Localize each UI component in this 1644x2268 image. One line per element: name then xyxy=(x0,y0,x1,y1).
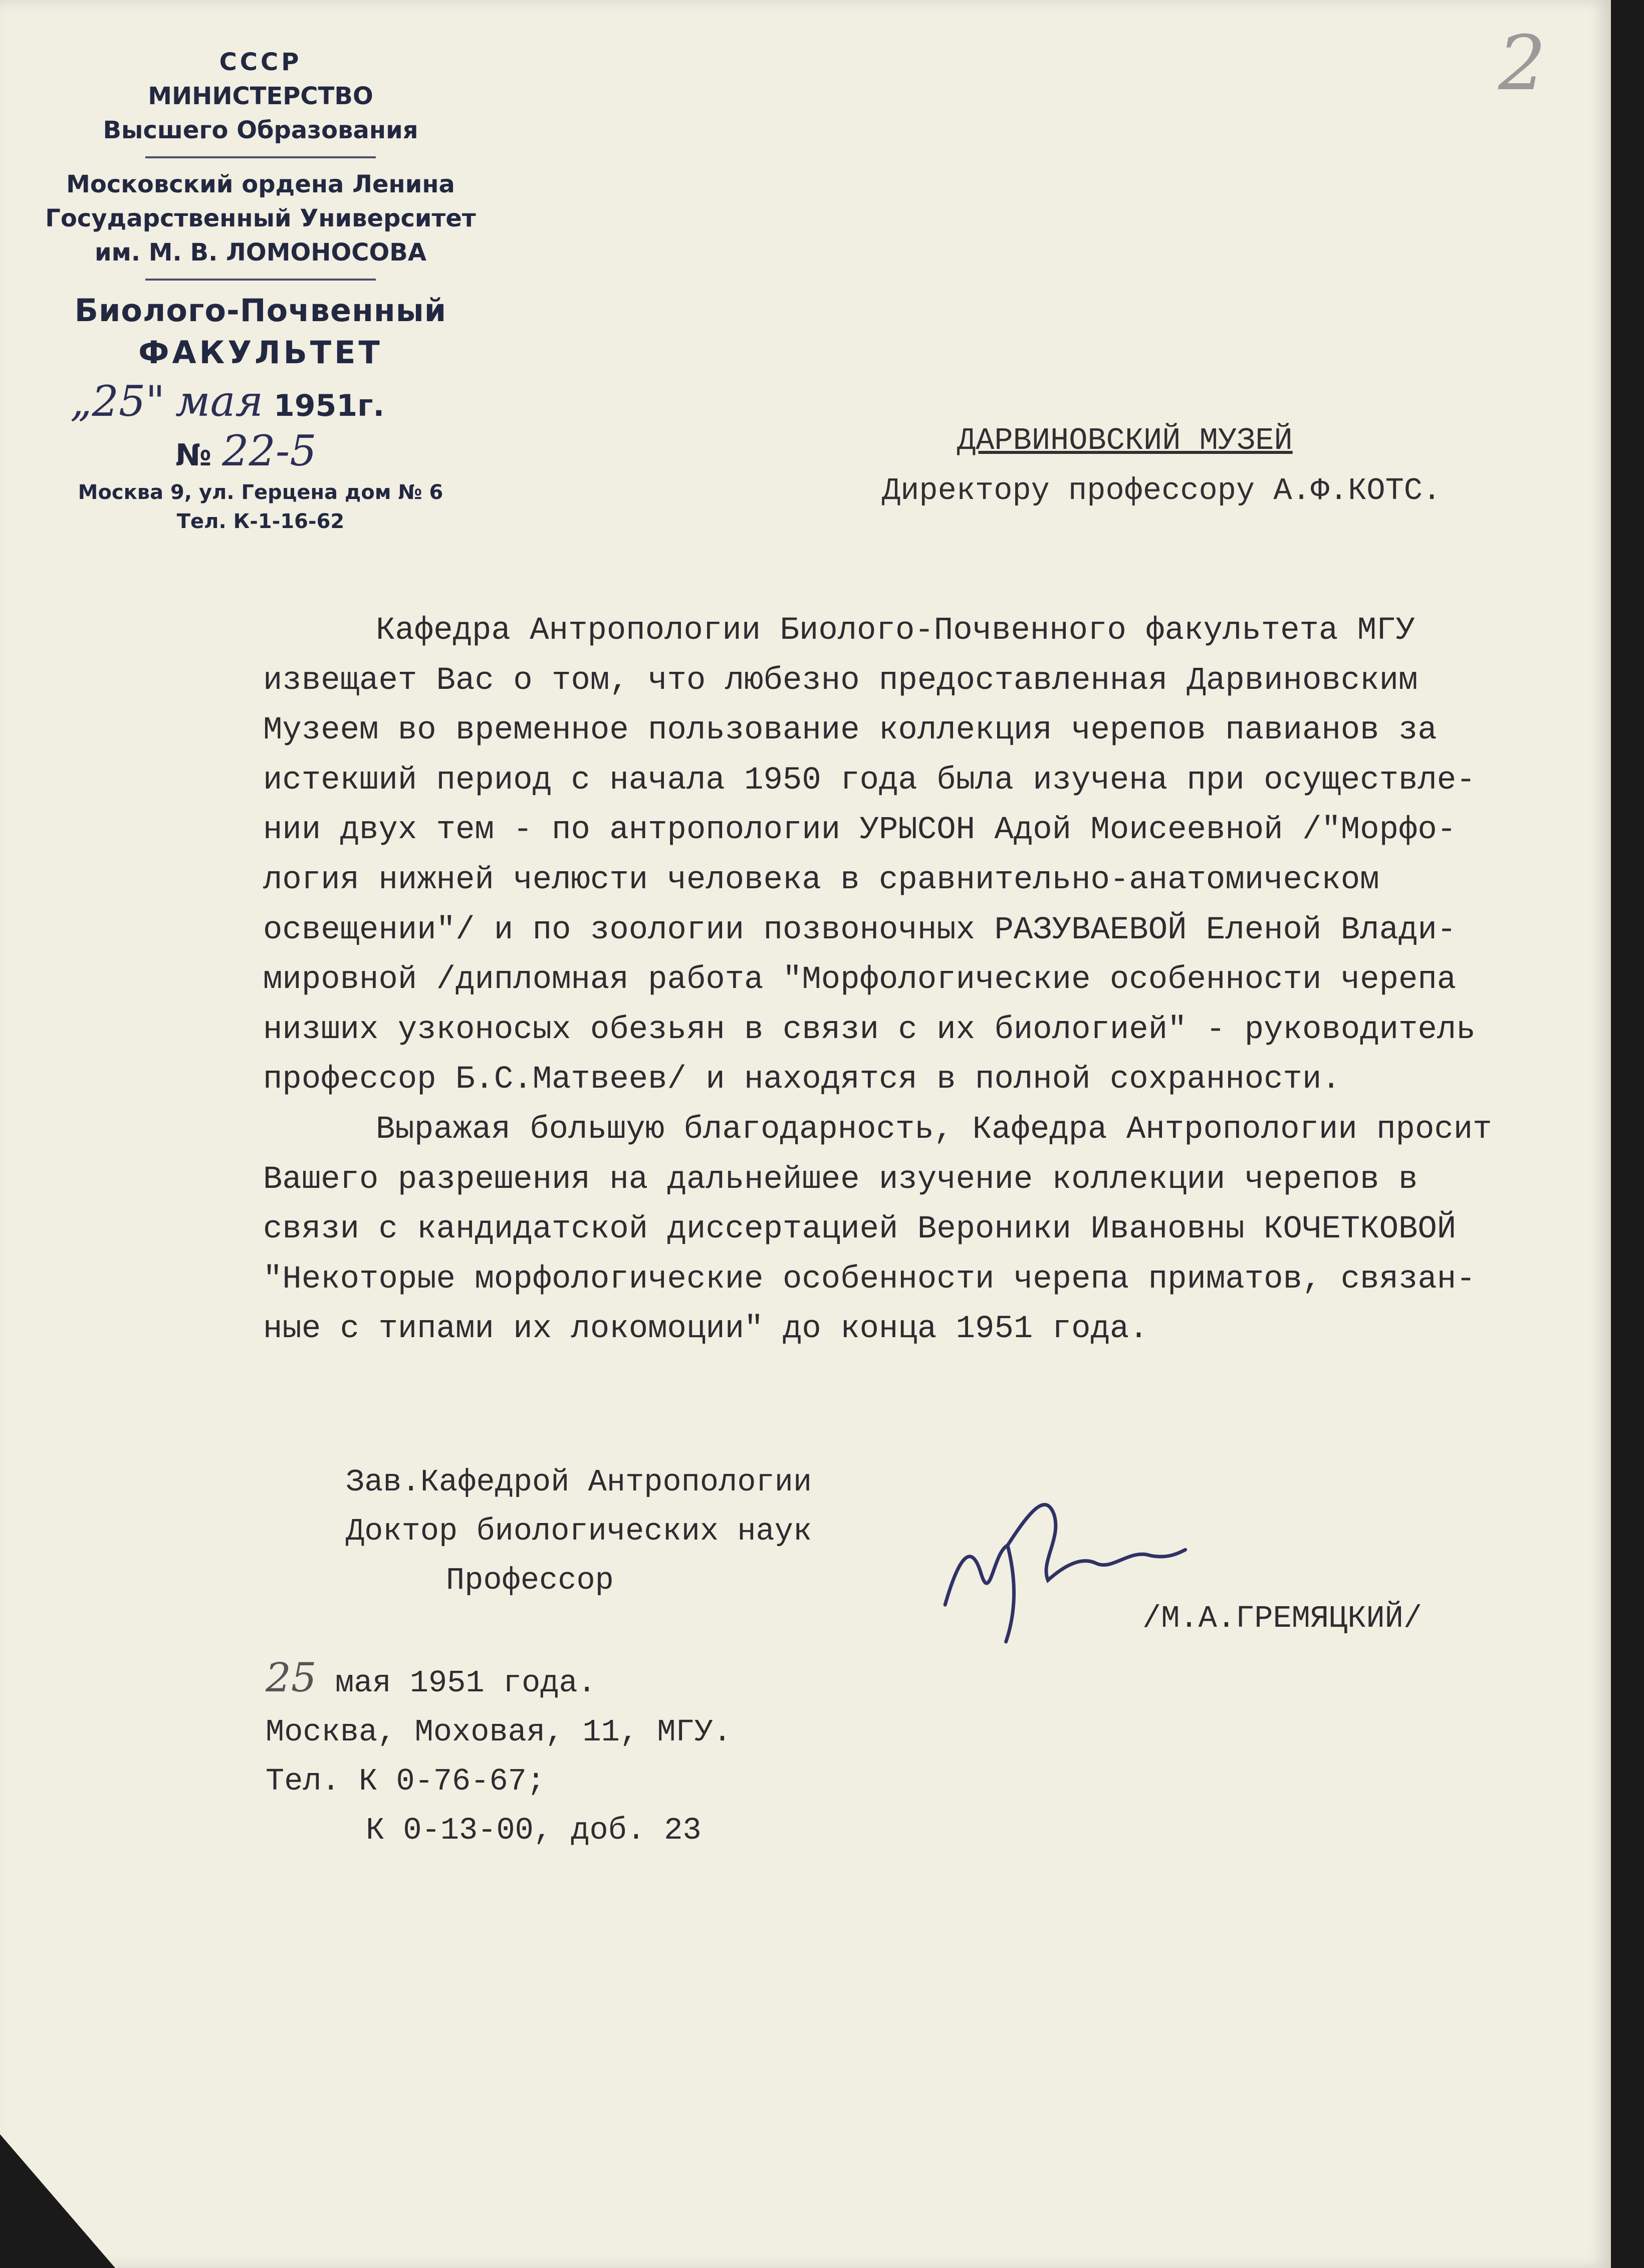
signatory-title-3: Профессор xyxy=(446,1563,614,1598)
body-line: освещении"/ и по зоологии позвоночных РАЗУВАЕВОЙ Еленой Влади- xyxy=(263,912,1457,948)
stamp-phone: Тел. К-1-16-62 xyxy=(176,510,345,533)
body-line: нии двух тем - по антропологии УРЫСОН Адой Моисеевной /"Морфо- xyxy=(263,812,1457,849)
stamp-line-2: МИНИСТЕРСТВО xyxy=(148,82,373,110)
body-line: низших узконосых обезьян в связи с их биологией" - руководитель xyxy=(263,1012,1476,1048)
signatory-name: /М.А.ГРЕМЯЦКИЙ/ xyxy=(1142,1601,1423,1636)
institution-stamp xyxy=(45,45,476,536)
body-line: Выражая большую благодарность, Кафедра Антропологии просит xyxy=(376,1111,1492,1148)
footer-date-rest: мая 1951 года. xyxy=(316,1665,596,1701)
footer-phone-2: К 0-13-00, доб. 23 xyxy=(366,1813,701,1848)
stamp-line-3: Высшего Образования xyxy=(103,116,418,144)
stamp-date-suffix: г. xyxy=(357,388,385,423)
stamp-date xyxy=(45,379,476,428)
body-line: "Некоторые морфологические особенности черепа приматов, связан- xyxy=(263,1261,1476,1298)
footer-address: Москва, Моховая, 11, МГУ. xyxy=(266,1714,732,1750)
body-line: Вашего разрешения на дальнейшее изучение коллекции черепов в xyxy=(263,1161,1418,1198)
body-line: Кафедра Антропологии Биолого-Почвенного факультета МГУ xyxy=(376,613,1415,649)
body-line: извещает Вас о том, что любезно предоставленная Дарвиновским xyxy=(263,662,1418,699)
stamp-address: Москва 9, ул. Герцена дом № 6 xyxy=(78,481,443,504)
body-line: мировной /дипломная работа "Морфологические особенности черепа xyxy=(263,962,1457,998)
footer-date-day: 25 xyxy=(266,1654,317,1701)
stamp-line-1: СССР xyxy=(219,48,302,76)
stamp-line-5: Государственный Университет xyxy=(45,204,476,232)
stamp-faculty: Биолого-Почвенный xyxy=(74,292,447,329)
handwritten-signature xyxy=(920,1466,1204,1683)
stamp-divider xyxy=(145,156,376,158)
stamp-date-day: „25" xyxy=(70,377,165,426)
body-line: логия нижней челюсти человека в сравнительно-анатомическом xyxy=(263,862,1379,898)
folded-corner xyxy=(0,2134,115,2268)
footer-date xyxy=(266,1653,732,1708)
stamp-line-4: Московский ордена Ленина xyxy=(66,170,455,198)
footer-phone-1: Тел. К 0-76-67; xyxy=(266,1763,546,1799)
stamp-date-year: 1951 xyxy=(274,388,358,423)
signatory-title-1: Зав.Кафедрой Антропологии xyxy=(346,1464,812,1500)
addressee-director: Директору профессору А.Ф.КОТС. xyxy=(882,473,1442,509)
body-line: истекший период с начала 1950 года была изучена при осуществле- xyxy=(263,762,1476,799)
body-line: связи с кандидатской диссертацией Вероники Ивановны КОЧЕТКОВОЙ xyxy=(263,1211,1457,1248)
stamp-date-month: мая xyxy=(175,377,264,426)
addressee-museum: ДАРВИНОВСКИЙ МУЗЕЙ xyxy=(957,423,1293,458)
stamp-divider xyxy=(145,279,376,281)
body-line: профессор Б.С.Матвеев/ и находятся в полной сохранности. xyxy=(263,1062,1341,1098)
page-number-handwritten: 2 xyxy=(1498,20,1546,107)
signatory-titles xyxy=(346,1458,812,1605)
stamp-line-6: им. М. В. ЛОМОНОСОВА xyxy=(94,238,427,267)
stamp-number-value: 22-5 xyxy=(222,426,317,475)
body-line: Музеем во временное пользование коллекция черепов павианов за xyxy=(263,712,1437,749)
letter-footer xyxy=(266,1653,732,1855)
body-line: ные с типами их локомоции" до конца 1951 года. xyxy=(263,1311,1148,1348)
addressee xyxy=(882,416,1533,516)
stamp-number-prefix: № xyxy=(175,438,212,473)
stamp-number xyxy=(45,428,476,478)
letter-body xyxy=(263,606,1556,1355)
signatory-title-2: Доктор биологических наук xyxy=(346,1514,812,1549)
stamp-faculty-word: ФАКУЛЬТЕТ xyxy=(138,334,383,371)
